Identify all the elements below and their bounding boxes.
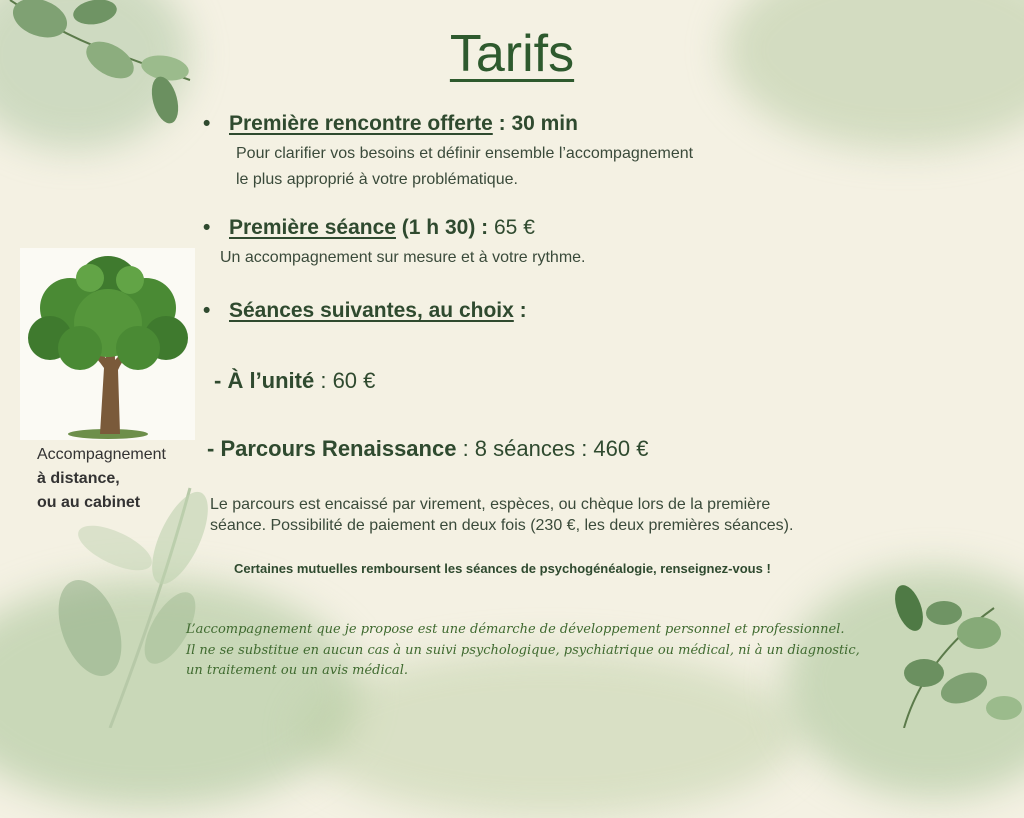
next-sessions-label: Séances suivantes, au choix xyxy=(229,299,514,322)
renaissance-line xyxy=(207,436,649,462)
next-sessions-colon: : xyxy=(513,299,527,322)
first-session-heading xyxy=(203,216,535,240)
leaves-bottom-right-icon xyxy=(864,578,1024,728)
first-session-label: Première séance xyxy=(229,216,396,239)
payment-line-2: séance. Possibilité de paiement en deux fois (230 €, les deux premières séances). xyxy=(210,517,794,534)
renaissance-label: - Parcours Renaissance xyxy=(207,436,457,461)
bullet-icon: • xyxy=(203,299,211,322)
side-caption xyxy=(37,443,166,515)
unit-price: : 60 € xyxy=(314,368,376,393)
side-caption-line1: Accompagnement xyxy=(37,446,166,463)
renaissance-detail: : 8 séances : 460 € xyxy=(456,436,649,461)
tree-icon xyxy=(20,248,195,440)
bullet-icon: • xyxy=(203,216,211,239)
first-meeting-heading xyxy=(203,112,578,136)
disclaimer-line-1: L’accompagnement que je propose est une démarche de développement personnel et professionnel. xyxy=(186,622,845,637)
unit-price-line xyxy=(214,368,375,394)
side-caption-line2: à distance, xyxy=(37,470,120,487)
bullet-icon: • xyxy=(203,112,211,135)
first-meeting-value: 30 min xyxy=(511,112,578,135)
first-meeting-desc-1: Pour clarifier vos besoins et définir ensemble l’accompagnement xyxy=(236,145,694,162)
page-title: Tarifs xyxy=(449,25,575,83)
next-sessions-heading xyxy=(203,299,527,323)
mutuelles-note: Certaines mutuelles remboursent les séances de psychogénéalogie, renseignez-vous ! xyxy=(234,561,771,576)
side-caption-line3: ou au cabinet xyxy=(37,494,141,511)
unit-label: À l’unité xyxy=(227,368,315,393)
first-meeting-label: Première rencontre offerte xyxy=(229,112,493,135)
first-session-desc: Un accompagnement sur mesure et à votre rythme. xyxy=(220,249,586,266)
tree-illustration xyxy=(20,248,195,440)
first-meeting-sep: : xyxy=(492,112,512,135)
payment-line-1: Le parcours est encaissé par virement, espèces, ou chèque lors de la première xyxy=(210,496,771,513)
disclaimer-line-3: un traitement ou un avis médical. xyxy=(186,663,408,678)
leaves-bottom-left-icon xyxy=(20,478,240,728)
first-meeting-desc-2: le plus approprié à votre problématique. xyxy=(236,171,518,188)
first-session-duration: (1 h 30) : xyxy=(395,216,494,239)
first-session-price: 65 € xyxy=(494,216,535,239)
unit-dash: - xyxy=(214,368,228,393)
disclaimer-line-2: Il ne se substitue en aucun cas à un suivi psychologique, psychiatrique ou médical, ni à un diagnostic, xyxy=(186,643,860,658)
